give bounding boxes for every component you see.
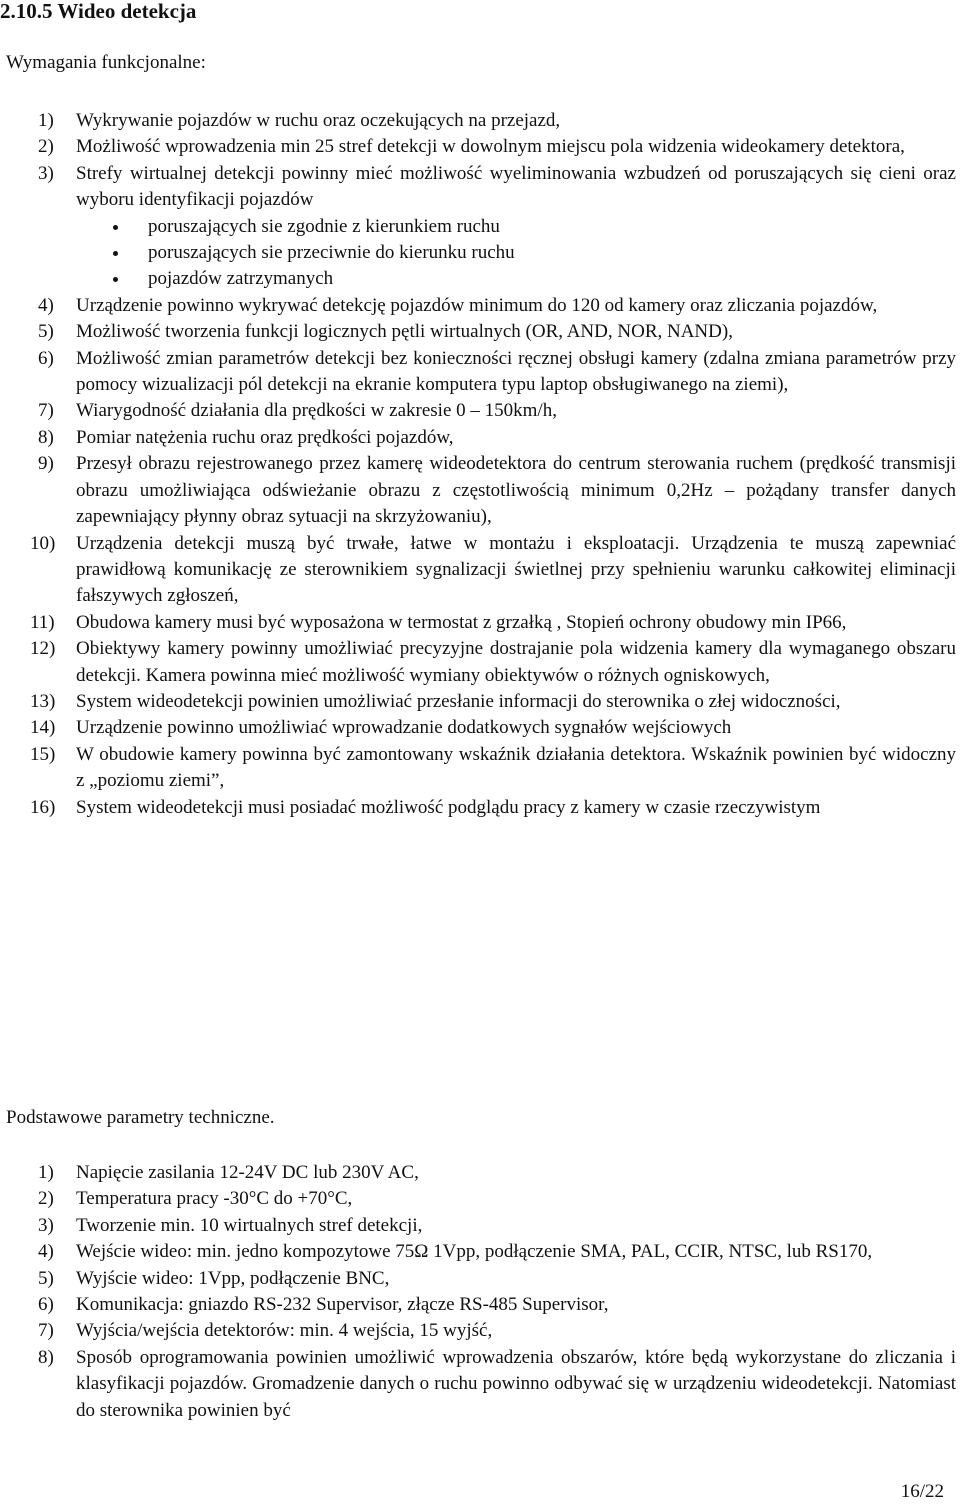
list-item: [0, 1213, 956, 1239]
list-item: [0, 742, 956, 795]
list-item: [0, 346, 956, 399]
list-item: [0, 795, 956, 821]
item-text: Możliwość wprowadzenia min 25 stref detekcji w dowolnym miejscu pola widzenia wideokamery detektora,: [76, 136, 905, 158]
item-text: Przesył obrazu rejestrowanego przez kamerę wideodetektora do centrum sterowania ruchem (prędkość transmisji obrazu umożliwiająca odświeżanie obrazu z częstotliwością minimum 0,2Hz – pożądany transfer danych zapewniający płynny obraz sytuacji na skrzyżowaniu),: [76, 453, 956, 528]
item-number: 3): [38, 162, 54, 184]
bullet-item: [0, 214, 956, 240]
item-number: 2): [38, 136, 54, 158]
list-item: [0, 1186, 956, 1212]
item-number: 3): [38, 1214, 54, 1236]
item-number: 6): [38, 1294, 54, 1316]
detection-bullets: [0, 214, 956, 293]
bullet-icon: [113, 225, 118, 230]
list-item: [0, 636, 956, 689]
bullet-item: [0, 240, 956, 266]
item-number: 10): [30, 532, 56, 554]
item-text: Wykrywanie pojazdów w ruchu oraz oczekujących na przejazd,: [76, 110, 561, 131]
item-number: 5): [38, 321, 54, 343]
item-number: 14): [30, 717, 56, 739]
section-heading: 2.10.5 Wideo detekcja: [0, 0, 197, 23]
list-item: [0, 1318, 956, 1344]
item-number: 12): [30, 638, 56, 660]
item-text: Wyjścia/wejścia detektorów: min. 4 wejścia, 15 wyjść,: [76, 1320, 493, 1342]
item-number: 1): [38, 1162, 54, 1183]
item-text: Napięcie zasilania 12-24V DC lub 230V AC,: [76, 1162, 419, 1183]
bullet-text: pojazdów zatrzymanych: [148, 268, 334, 290]
item-number: 7): [38, 1320, 54, 1342]
item-number: 7): [38, 400, 54, 422]
item-text: Pomiar natężenia ruchu oraz prędkości pojazdów,: [76, 426, 454, 448]
item-text: W obudowie kamery powinna być zamontowany wskaźnik działania detektora. Wskaźnik powinien być widoczny z „poziomu ziemi”,: [76, 743, 956, 792]
item-number: 13): [30, 690, 56, 712]
bullet-icon: [113, 277, 118, 282]
item-number: 16): [30, 796, 56, 818]
list-item: [0, 531, 956, 610]
list-item: [0, 425, 956, 451]
list-item: [0, 108, 956, 134]
page-number: 16/22: [900, 1481, 944, 1502]
item-text: Obudowa kamery musi być wyposażona w termostat z grzałką , Stopień ochrony obudowy min IP66,: [76, 611, 847, 633]
item-number: 8): [38, 1346, 54, 1368]
item-number: 1): [38, 110, 54, 131]
functional-requirements-title: Wymagania funkcjonalne:: [6, 52, 206, 73]
item-number: 9): [38, 453, 54, 475]
list-item: [0, 1292, 956, 1318]
item-number: 15): [30, 743, 56, 765]
item-text: Możliwość zmian parametrów detekcji bez konieczności ręcznej obsługi kamery (zdalna zmiana parametrów przy pomocy wizualizacji pól detekcji na ekranie komputera typu laptop obsługiwanego na ziemi),: [76, 347, 956, 396]
item-number: 4): [38, 1241, 54, 1263]
list-item: [0, 715, 956, 741]
bullet-text: poruszających sie przeciwnie do kierunku ruchu: [148, 242, 515, 264]
list-item: [0, 134, 956, 160]
item-text: Sposób oprogramowania powinien umożliwić wprowadzenia obszarów, które będą wykorzystane do zliczania i klasyfikacji pojazdów. Gromadzenie danych o ruchu powinno odbywać się w urządzeniu wideodetekcji. Natomiast do sterownika powinien być: [76, 1346, 956, 1421]
list-item: [0, 293, 956, 319]
item-text: System wideodetekcji powinien umożliwiać przesłanie informacji do sterownika o złej widoczności,: [76, 690, 841, 712]
technical-parameters-list: [0, 1160, 956, 1424]
list-item: [0, 610, 956, 636]
item-text: System wideodetekcji musi posiadać możliwość podglądu pracy z kamery w czasie rzeczywistym: [76, 796, 821, 818]
item-text: Obiektywy kamery powinny umożliwiać precyzyjne dostrajanie pola widzenia kamery dla wymaganego obszaru detekcji. Kamera powinna mieć możliwość wymiany obiektywów o różnych ogniskowych,: [76, 638, 956, 686]
item-text: Komunikacja: gniazdo RS-232 Supervisor, złącze RS-485 Supervisor,: [76, 1294, 609, 1316]
list-item: [0, 1160, 956, 1186]
list-item: [0, 1345, 956, 1424]
item-number: 2): [38, 1188, 54, 1210]
list-item: [0, 1239, 956, 1265]
item-text: Strefy wirtualnej detekcji powinny mieć możliwość wyeliminowania wzbudzeń od poruszających się cieni oraz wyboru identyfikacji pojazdów: [76, 162, 956, 211]
functional-requirements-list: [0, 108, 956, 821]
list-item: [0, 161, 956, 214]
list-item: [0, 1266, 956, 1292]
item-text: Urządzenie powinno wykrywać detekcję pojazdów minimum do 120 od kamery oraz zliczania pojazdów,: [76, 294, 878, 316]
item-text: Wiarygodność działania dla prędkości w zakresie 0 – 150km/h,: [76, 400, 557, 422]
item-text: Możliwość tworzenia funkcji logicznych pętli wirtualnych (OR, AND, NOR, NAND),: [76, 321, 733, 343]
item-text: Wyjście wideo: 1Vpp, podłączenie BNC,: [76, 1267, 390, 1289]
list-item: [0, 689, 956, 715]
technical-parameters-title: Podstawowe parametry techniczne.: [6, 1107, 275, 1128]
item-number: 4): [38, 294, 54, 316]
item-number: 6): [38, 347, 54, 369]
item-text: Urządzenie powinno umożliwiać wprowadzanie dodatkowych sygnałów wejściowych: [76, 717, 732, 739]
list-item: [0, 451, 956, 530]
bullet-text: poruszających sie zgodnie z kierunkiem ruchu: [148, 215, 500, 237]
item-text: Temperatura pracy -30°C do +70°C,: [76, 1188, 353, 1210]
list-item: [0, 319, 956, 345]
item-text: Tworzenie min. 10 wirtualnych stref detekcji,: [76, 1214, 423, 1236]
item-number: 8): [38, 426, 54, 448]
item-text: Wejście wideo: min. jedno kompozytowe 75Ω 1Vpp, podłączenie SMA, PAL, CCIR, NTSC, lub RS170,: [76, 1241, 873, 1263]
item-number: 5): [38, 1267, 54, 1289]
item-number: 11): [30, 611, 55, 633]
bullet-item: [0, 266, 956, 292]
list-item: [0, 398, 956, 424]
bullet-icon: [113, 251, 118, 256]
item-text: Urządzenia detekcji muszą być trwałe, łatwe w montażu i eksploatacji. Urządzenia te muszą zapewniać prawidłową komunikację ze sterownikiem sygnalizacji świetlnej przy spełnieniu warunku całkowitej eliminacji fałszywych zgłoszeń,: [76, 532, 956, 607]
